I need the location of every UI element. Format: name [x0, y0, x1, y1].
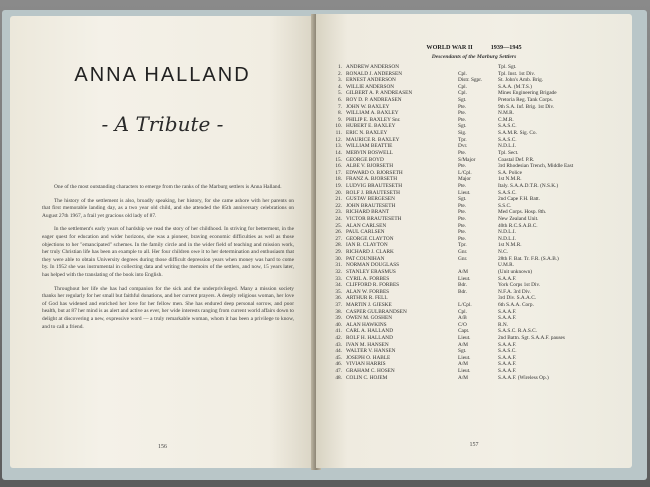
unit: U.M.R. — [498, 262, 515, 269]
person-name: ROLF H. HALLAND — [346, 334, 393, 341]
right-page — [316, 14, 632, 468]
unit: S.A.M.R. Sig. Co. — [498, 130, 537, 137]
unit: N.M.R. — [498, 110, 515, 117]
person-name: MARTIN J. GJESKE — [346, 301, 392, 308]
row-number: 30. — [335, 255, 342, 262]
unit: Pretoria Reg. Tank Corps. — [498, 97, 553, 104]
list-row — [330, 295, 626, 302]
rank: Sgt. — [458, 348, 467, 355]
list-row — [330, 183, 626, 190]
list-row — [330, 123, 626, 130]
person-name: PAT COUNIHAN — [346, 255, 385, 262]
page-number-right: 157 — [469, 442, 479, 448]
row-number: 28. — [335, 242, 342, 249]
unit: S.A.A.F. — [498, 308, 517, 315]
rank: Pte. — [458, 110, 467, 117]
person-name: NORMAN DOUGLASS — [346, 262, 400, 269]
row-number: 42. — [335, 334, 342, 341]
unit: 3rd Div. S.A.A.C. — [498, 295, 537, 302]
person-name: LUDVIG BRAUTESETH — [346, 182, 403, 189]
unit: Tpl. Sect. — [498, 149, 519, 156]
person-name: HUBERT E. BAXLEY — [346, 123, 396, 130]
unit: 1st N.M.R. — [498, 242, 522, 249]
page-subtitle: - A Tribute - — [101, 112, 224, 136]
rank: Pte. — [458, 209, 467, 216]
list-row — [330, 262, 626, 269]
list-row — [330, 137, 626, 144]
rank: Dvr. — [458, 143, 468, 150]
row-number: 36. — [335, 295, 342, 302]
row-number: 23. — [335, 209, 342, 216]
person-name: CLIFFORD R. FORBES — [346, 282, 400, 289]
list-row — [330, 315, 626, 322]
person-name: ALAN W. FORBES — [346, 288, 390, 295]
unit: N.D.L.I. — [498, 235, 516, 242]
list-row — [330, 77, 626, 84]
unit: S.A.A.F. — [498, 368, 517, 375]
row-number: 33. — [335, 275, 342, 282]
person-name: ROY D. P. ANDREASEN — [346, 97, 402, 104]
row-number: 16. — [335, 163, 342, 170]
person-name: STANLEY ERASMUS — [346, 268, 396, 275]
rank: Gnr. — [458, 255, 468, 262]
row-number: 34. — [335, 282, 342, 289]
row-number: 46. — [335, 361, 342, 368]
unit: York Corps 1st Div. — [498, 282, 541, 289]
list-row — [330, 223, 626, 230]
person-name: PHILIP E. BAXLEY Snr. — [346, 116, 401, 123]
unit: Coastal Def. P.R. — [498, 156, 535, 163]
unit: S.A.A.F. — [498, 341, 517, 348]
row-number: 27. — [335, 235, 342, 242]
rank: Pte. — [458, 229, 467, 236]
unit: S.A.A. (M.T.S.) — [498, 83, 532, 90]
row-number: 39. — [335, 315, 342, 322]
person-name: ALAN CARLSEN — [346, 222, 387, 229]
rank: A/M — [458, 374, 469, 381]
unit: S.A.S.C. — [498, 189, 517, 196]
tribute-paragraph: In the settlement's early years of hardship we read the story of her childhood. In striving for betterment, in the eager quest for education and wider horizons, she was a pioneer, braving economic difficulties as well as those objections to her "emancipated" schemes. In the family circle and in the wider field of teaching and mission work, her truly Christian life has been an example to all. Her four children owe it to her determination and enthusiasm that they were able to obtain University degrees during those difficult depression years when money was hard to come by. In 1952 she was instrumental in collecting data and writing the memoirs of the settlers, and now, 15 years later, has helped with the translating of the book into English. — [42, 226, 294, 278]
row-number: 41. — [335, 328, 342, 335]
list-row — [330, 269, 626, 276]
row-number: 15. — [335, 156, 342, 163]
unit: New Zealand Unit. — [498, 216, 539, 223]
person-name: ALBE V. BJORSETH — [346, 163, 394, 170]
list-row — [330, 203, 626, 210]
row-number: 48. — [335, 374, 342, 381]
person-name: EDWARD O. BJORSETH — [346, 169, 403, 176]
row-number: 11. — [335, 130, 342, 137]
unit: 40th R.C.S.A.B.C. — [498, 222, 538, 229]
tribute-paragraph: Throughout her life she has had companion for the sick and the underprivileged. Many a mission society thanks her regularly for her small but faithful donations, and her current prayers. A deeply religious woman, her love of God has widened and enriched her love for her fellow men. She has endured deep personal sorrow, and poor health, but at 87 her mind is as alert and active as ever, her wide interests ranging from current world affairs down to delight at discovering a new, expressive word — a truly remarkable woman, whom it has been a privilege to know, and to call a friend. — [42, 285, 294, 330]
unit: Med Corps. Hosp. 8th. — [498, 209, 547, 216]
list-row — [330, 309, 626, 316]
rank: Bdr. — [458, 282, 467, 289]
person-name: RICHARD BRANT — [346, 209, 390, 216]
person-name: IAN B. CLAYTON — [346, 242, 388, 249]
heading-war: WORLD WAR II — [426, 44, 473, 51]
person-name: ERNEST ANDERSON — [346, 77, 396, 84]
rank: Pte. — [458, 149, 467, 156]
unit: S.A. Police — [498, 169, 522, 176]
row-number: 44. — [335, 348, 342, 355]
unit: 9th S.A. Inf. Brig. 1st Div. — [498, 103, 555, 110]
person-name: COLIN C. HOJEM — [346, 374, 388, 381]
row-number: 5. — [338, 90, 342, 97]
list-row — [330, 97, 626, 104]
unit: S.A.A.F. — [498, 275, 517, 282]
unit: S.A.A.F. (Wireless Op.) — [498, 374, 549, 381]
page-number-left: 156 — [158, 444, 167, 450]
row-number: 38. — [335, 308, 342, 315]
list-heading — [316, 44, 632, 51]
row-number: 10. — [335, 123, 342, 130]
row-number: 26. — [335, 229, 342, 236]
person-name: PAUL CARLSEN — [346, 229, 385, 236]
person-name: CYRIL A. FORBES — [346, 275, 390, 282]
list-row — [330, 249, 626, 256]
list-row — [330, 342, 626, 349]
rank: Pte. — [458, 222, 467, 229]
tribute-paragraph: The history of the settlement is also, broadly speaking, her history, for she came ashore with her parents on that first memorable landing day, as a two year old child, and she attended the 85th anniversary celebrations on August 27th 1967, a frail yet gracious old lady of 87. — [42, 197, 294, 219]
unit: (Unit unknown) — [498, 268, 532, 275]
rank: Distr. Sgpr. — [458, 77, 482, 84]
rank: Lieut. — [458, 334, 471, 341]
unit: R.N. — [498, 321, 509, 328]
rank: S/Major — [458, 156, 476, 163]
row-number: 45. — [335, 354, 342, 361]
rank: Gnr. — [458, 249, 468, 256]
unit: 2nd Cape F.H. Batt. — [498, 196, 540, 203]
unit: S.A.A.F. — [498, 361, 517, 368]
unit: N.F.A. 3rd Div. — [498, 288, 531, 295]
list-row — [330, 163, 626, 170]
row-number: 1. — [338, 64, 342, 70]
unit: S.A.S.C. R.A.S.C. — [498, 328, 538, 335]
rank: Pte. — [458, 116, 467, 123]
rank: Capt. — [458, 328, 470, 335]
list-row — [330, 335, 626, 342]
list-row — [330, 236, 626, 243]
unit: 6th S.A.A. Corp. — [498, 301, 534, 308]
list-row — [330, 110, 626, 117]
list-row — [330, 71, 626, 78]
unit: C.M.R. — [498, 116, 514, 123]
list-row — [330, 375, 626, 382]
list-row — [330, 190, 626, 197]
rank: Pte. — [458, 182, 467, 189]
list-row — [330, 289, 626, 296]
person-name: IVAN M. HANSEN — [346, 341, 389, 348]
row-number: 17. — [335, 169, 342, 176]
row-number: 6. — [338, 97, 342, 104]
list-row — [330, 322, 626, 329]
list-row — [330, 242, 626, 249]
unit: N.C. — [498, 249, 509, 256]
unit: S.A.A.F. — [498, 354, 517, 361]
list-row — [330, 361, 626, 368]
row-number: 25. — [335, 222, 342, 229]
unit: S.S.C. — [498, 202, 512, 209]
rank: C/O — [458, 321, 467, 328]
row-number: 20. — [335, 189, 342, 196]
row-number: 21. — [335, 196, 342, 203]
row-number: 12. — [335, 136, 342, 143]
list-row — [330, 355, 626, 362]
list-row — [330, 117, 626, 124]
person-name: VIVIAN HARRIS — [346, 361, 386, 368]
person-name: GEORGE BOYD — [346, 156, 384, 163]
row-number: 19. — [335, 182, 342, 189]
unit: 1st N.M.R. — [498, 176, 522, 183]
row-number: 2. — [338, 70, 342, 77]
rank: Pte. — [458, 103, 467, 110]
person-name: RICHARD J. CLARK — [346, 249, 394, 256]
person-name: RONALD J. ANDERSEN — [346, 70, 403, 77]
list-row — [330, 176, 626, 183]
person-name: GRAHAM C. HOSEN — [346, 368, 395, 375]
rank: Lieut. — [458, 354, 471, 361]
row-number: 43. — [335, 341, 342, 348]
rank: Tpr. — [458, 136, 467, 143]
rank: Lieut. — [458, 275, 471, 282]
unit: 2nd Battn. Sgt. S.A.A.F. pauses — [498, 334, 565, 341]
person-name: WILLIE ANDERSON — [346, 83, 395, 90]
unit: S.A.S.C. — [498, 348, 517, 355]
unit: Tpl. Inst. 1st Div. — [498, 70, 536, 77]
row-number: 8. — [338, 110, 342, 117]
person-name: WILLIAM BEATTIE — [346, 143, 393, 150]
unit: Italy. S.A.A.D.T.R. (N.S.K.) — [498, 182, 559, 189]
list-row — [330, 229, 626, 236]
list-row — [330, 368, 626, 375]
rank: Cpl. — [458, 90, 467, 97]
unit: S.A.S.C. — [498, 136, 517, 143]
rank: A/M — [458, 361, 469, 368]
list-subheading: Descendants of the Marburg Settlers — [431, 54, 517, 60]
unit: 28th F. Bat. Tr. F.R. (S.A.B.) — [498, 255, 559, 262]
row-number: 40. — [335, 321, 342, 328]
row-number: 32. — [335, 268, 342, 275]
row-number: 37. — [335, 301, 342, 308]
list-row — [330, 143, 626, 150]
person-name: FRANZ A. BJORSETH — [346, 176, 398, 183]
list-row — [330, 209, 626, 216]
unit: Mines Engineering Brigade — [498, 90, 557, 97]
row-number: 18. — [335, 176, 342, 183]
rank: A/M — [458, 268, 469, 275]
person-name: ARTHUR R. FELL — [346, 295, 388, 302]
person-name: WALTER V. HANSEN — [346, 348, 396, 355]
list-row — [330, 170, 626, 177]
unit: St. John's Amb. Brig. — [498, 77, 544, 84]
list-row — [330, 130, 626, 137]
list-row — [330, 216, 626, 223]
person-name: MAURICE R. BAXLEY — [346, 136, 400, 143]
list-row — [330, 328, 626, 335]
list-row — [330, 276, 626, 283]
unit: N.D.L.I. — [498, 143, 516, 150]
list-row — [330, 64, 626, 71]
list-row — [330, 90, 626, 97]
rank: Pte. — [458, 163, 467, 170]
unit: 3rd Rhodesian Trench, Middle East — [498, 163, 574, 170]
row-number: 4. — [338, 83, 342, 90]
rank: Cpl. — [458, 70, 467, 77]
person-name: MERVIN BOSWELL — [346, 149, 393, 156]
list-row — [330, 302, 626, 309]
rank: L/Cpl. — [458, 301, 472, 308]
rank: A/B — [458, 315, 467, 322]
row-number: 13. — [335, 143, 342, 150]
person-name: VICTOR BRAUTESETH — [346, 216, 402, 223]
row-number: 14. — [335, 149, 342, 156]
rank: Sgt. — [458, 196, 467, 203]
rank: L/Cpl. — [458, 169, 472, 176]
row-number: 29. — [335, 249, 342, 256]
row-number: 22. — [335, 202, 342, 209]
heading-years: 1939—1945 — [490, 44, 522, 51]
list-row — [330, 104, 626, 111]
rank: Sig. — [458, 130, 467, 137]
person-name: JOHN BRAUTESETH — [346, 202, 396, 209]
person-name: ERIC N. BAXLEY — [346, 130, 388, 137]
rank: Cpl. — [458, 83, 467, 90]
person-name: ANDREW ANDERSON — [346, 64, 400, 70]
list-row — [330, 157, 626, 164]
row-number: 24. — [335, 216, 342, 223]
left-page — [10, 16, 315, 468]
person-name: CASPER GULBRANDSEN — [346, 308, 407, 315]
rank: Lieut. — [458, 368, 471, 375]
list-row — [330, 282, 626, 289]
unit: S.A.S.C. — [498, 123, 517, 130]
list-row — [330, 84, 626, 91]
person-name: WILLIAM A. BAXLEY — [346, 110, 399, 117]
rank: Major — [458, 176, 471, 183]
person-name: GUSTAV BERGESEN — [346, 196, 395, 203]
person-name: OWEN M. GOSHEN — [346, 315, 393, 322]
unit: S.A.A.F. — [498, 315, 517, 322]
rank: A/M — [458, 341, 469, 348]
unit: N.D.L.I. — [498, 229, 516, 236]
rank: Cpl. — [458, 308, 467, 315]
list-row — [330, 256, 626, 263]
person-name: ROLF J. BRAUTESETH — [346, 189, 401, 196]
rank: Pte. — [458, 216, 467, 223]
unit: Tpl. Sgt. — [498, 64, 517, 70]
rank: Sgt. — [458, 97, 467, 104]
row-number: 7. — [338, 103, 342, 110]
rank: Pte. — [458, 202, 467, 209]
page-title: ANNA HALLAND — [74, 64, 251, 86]
roll-of-honour-list — [330, 64, 626, 381]
rank: Lieut. — [458, 189, 471, 196]
person-name: JOSEPH O. HABLE — [346, 354, 391, 361]
person-name: GEORGE CLAYTON — [346, 235, 394, 242]
row-number: 9. — [338, 116, 342, 123]
tribute-paragraph: One of the most outstanding characters to emerge from the ranks of the Marburg settlers is Anna Halland. — [54, 184, 282, 190]
row-number: 35. — [335, 288, 342, 295]
list-row — [330, 150, 626, 157]
person-name: GILBERT A. P. ANDREASEN — [346, 90, 413, 97]
row-number: 3. — [338, 77, 342, 84]
row-number: 47. — [335, 368, 342, 375]
rank: Tpr. — [458, 242, 467, 249]
person-name: CARL A. HALLAND — [346, 328, 394, 335]
person-name: JOHN W. BAXLEY — [346, 103, 390, 110]
list-row — [330, 348, 626, 355]
rank: Bdr. — [458, 288, 467, 295]
rank: Pte. — [458, 235, 467, 242]
tribute-body — [42, 184, 294, 337]
person-name: ALAN HAWKINS — [346, 321, 387, 328]
row-number: 31. — [335, 262, 342, 269]
rank: Sgt. — [458, 123, 467, 130]
list-row — [330, 196, 626, 203]
